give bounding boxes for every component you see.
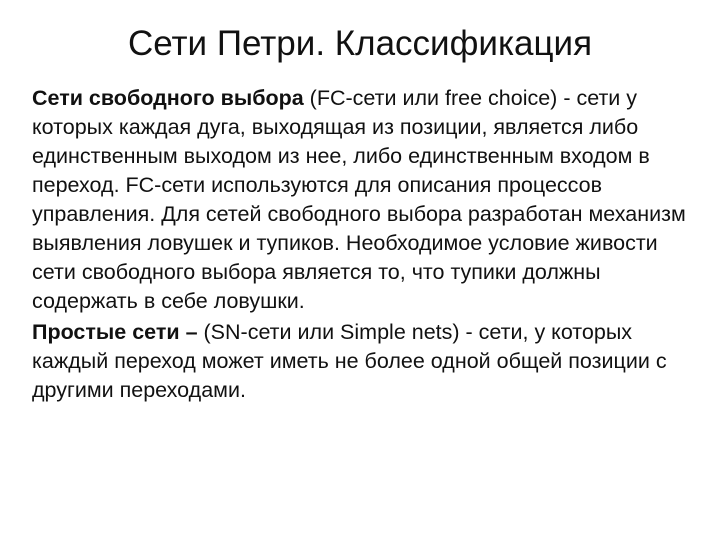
- definition-simple-nets: (SN-сети или Simple nets) - сети, у которых каждый переход может иметь не более одной общей позиции с другими переходами.: [32, 320, 667, 402]
- slide-title: Сети Петри. Классификация: [127, 24, 593, 63]
- term-free-choice-nets: Сети свободного выбора: [32, 86, 304, 110]
- paragraph-simple-nets: [32, 318, 692, 405]
- term-simple-nets: Простые сети –: [32, 320, 198, 344]
- slide-body: [32, 84, 692, 407]
- definition-free-choice-nets: (FC-сети или free choice) - сети у которых каждая дуга, выходящая из позиции, является либо единственным выходом из нее, либо единственным входом в переход. FC-сети используются для описания процессов управления. Для сетей свободного выбора разработан механизм выявления ловушек и тупиков. Необходимое условие живости сети свободного выбора является то, что тупики должны содержать в себе ловушки.: [32, 86, 686, 313]
- paragraph-free-choice-nets: [32, 84, 692, 316]
